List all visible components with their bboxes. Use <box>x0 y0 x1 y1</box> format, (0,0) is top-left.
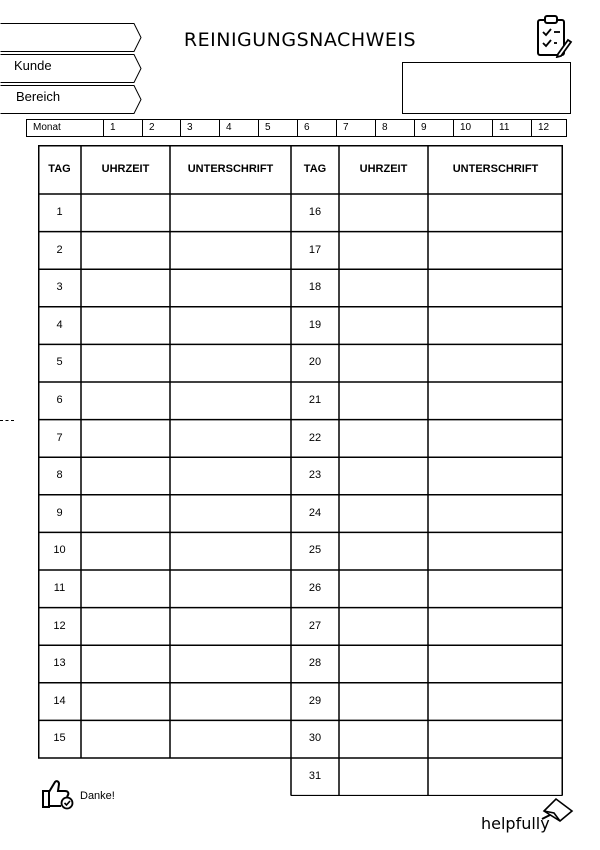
month-cell[interactable]: 9 <box>414 120 453 136</box>
column-header: UHRZEIT <box>101 163 150 175</box>
thanks-text: Danke! <box>80 790 115 802</box>
time-field[interactable] <box>81 420 170 458</box>
signature-field[interactable] <box>170 420 291 458</box>
day-number: 28 <box>308 657 322 670</box>
brand-logo: helpfully <box>481 814 550 833</box>
time-field[interactable] <box>339 457 428 495</box>
signature-field[interactable] <box>428 758 563 796</box>
signature-field[interactable] <box>428 307 563 345</box>
day-number: 9 <box>56 506 63 519</box>
signature-field[interactable] <box>170 532 291 570</box>
month-cell[interactable]: 7 <box>336 120 375 136</box>
time-field[interactable] <box>339 532 428 570</box>
time-field[interactable] <box>81 269 170 307</box>
time-field[interactable] <box>81 307 170 345</box>
day-number: 14 <box>53 694 66 707</box>
time-field[interactable] <box>339 758 428 796</box>
day-number: 22 <box>308 431 322 444</box>
time-field[interactable] <box>81 570 170 608</box>
tab-shape <box>0 23 142 53</box>
signature-field[interactable] <box>428 532 563 570</box>
thumbs-up-check-icon <box>41 778 75 815</box>
time-field[interactable] <box>81 532 170 570</box>
month-cell[interactable]: 6 <box>297 120 336 136</box>
day-number: 17 <box>308 243 322 256</box>
month-row <box>26 119 567 137</box>
time-field[interactable] <box>339 232 428 270</box>
signature-field[interactable] <box>170 608 291 646</box>
signature-field[interactable] <box>428 570 563 608</box>
time-field[interactable] <box>81 232 170 270</box>
signature-field[interactable] <box>428 194 563 232</box>
signature-field[interactable] <box>428 720 563 758</box>
day-number: 27 <box>308 619 322 632</box>
signature-field[interactable] <box>170 269 291 307</box>
month-cell[interactable]: 3 <box>180 120 219 136</box>
tab-blank[interactable] <box>0 23 142 53</box>
tab-kunde[interactable] <box>0 54 142 84</box>
month-cell[interactable]: 4 <box>219 120 258 136</box>
signature-field[interactable] <box>428 382 563 420</box>
time-field[interactable] <box>339 269 428 307</box>
month-cell[interactable]: 8 <box>375 120 414 136</box>
day-number: 13 <box>53 657 66 670</box>
time-field[interactable] <box>81 683 170 721</box>
page-title: REINIGUNGSNACHWEIS <box>183 29 417 51</box>
column-header: TAG <box>303 163 327 175</box>
day-number: 24 <box>308 506 322 519</box>
day-number: 16 <box>308 206 322 218</box>
day-number: 3 <box>56 281 63 294</box>
fold-mark <box>0 420 14 421</box>
month-cell[interactable]: 10 <box>453 120 492 136</box>
paper-plane-icon <box>540 797 574 830</box>
signature-field[interactable] <box>170 720 291 758</box>
time-field[interactable] <box>339 307 428 345</box>
time-field[interactable] <box>81 608 170 646</box>
month-cell[interactable]: 11 <box>492 120 531 136</box>
day-number: 25 <box>308 544 322 557</box>
time-field[interactable] <box>81 194 170 232</box>
day-number: 23 <box>308 469 322 482</box>
signature-field[interactable] <box>170 194 291 232</box>
time-field[interactable] <box>339 608 428 646</box>
signature-field[interactable] <box>170 382 291 420</box>
tab-kunde-label: Kunde <box>14 58 52 73</box>
signature-field[interactable] <box>428 344 563 382</box>
tab-bereich-label: Bereich <box>16 89 61 104</box>
signature-field[interactable] <box>428 608 563 646</box>
signature-field[interactable] <box>170 683 291 721</box>
signature-field[interactable] <box>428 645 563 683</box>
time-field[interactable] <box>81 344 170 382</box>
time-field[interactable] <box>81 382 170 420</box>
day-number: 21 <box>308 394 322 406</box>
month-cell[interactable]: 2 <box>142 120 180 136</box>
month-cell[interactable]: 12 <box>531 120 570 136</box>
month-cell[interactable]: 1 <box>103 120 142 136</box>
day-number: 29 <box>308 694 322 707</box>
signature-field[interactable] <box>170 645 291 683</box>
day-number: 30 <box>308 732 322 745</box>
signature-field[interactable] <box>170 232 291 270</box>
day-number: 20 <box>308 356 322 369</box>
day-number: 11 <box>53 582 66 594</box>
day-number: 19 <box>308 318 322 331</box>
signature-field[interactable] <box>428 232 563 270</box>
time-field[interactable] <box>81 495 170 533</box>
signature-field[interactable] <box>170 570 291 608</box>
day-number: 18 <box>308 281 322 294</box>
day-number: 4 <box>56 318 63 331</box>
time-field[interactable] <box>339 720 428 758</box>
signature-field[interactable] <box>170 344 291 382</box>
time-field[interactable] <box>339 495 428 533</box>
time-field[interactable] <box>339 645 428 683</box>
day-number: 1 <box>56 206 63 218</box>
time-field[interactable] <box>81 457 170 495</box>
signature-field[interactable] <box>170 307 291 345</box>
month-label: Monat <box>33 122 61 133</box>
time-field[interactable] <box>339 570 428 608</box>
column-header: UNTERSCHRIFT <box>187 163 274 175</box>
column-header: UNTERSCHRIFT <box>452 163 539 175</box>
day-number: 31 <box>308 770 322 782</box>
tab-bereich[interactable] <box>0 85 142 115</box>
time-field[interactable] <box>81 720 170 758</box>
column-header: UHRZEIT <box>359 163 408 175</box>
signature-field[interactable] <box>170 495 291 533</box>
day-number: 12 <box>53 619 66 632</box>
day-number: 8 <box>56 469 63 482</box>
day-number: 5 <box>56 356 63 369</box>
column-header: TAG <box>48 163 71 175</box>
day-number: 7 <box>56 431 63 444</box>
day-number: 26 <box>308 582 322 594</box>
time-field[interactable] <box>339 420 428 458</box>
signature-field[interactable] <box>428 420 563 458</box>
time-field[interactable] <box>339 382 428 420</box>
signature-field[interactable] <box>428 683 563 721</box>
month-cell[interactable]: 5 <box>258 120 297 136</box>
cleaning-log-table <box>38 145 563 796</box>
time-field[interactable] <box>339 194 428 232</box>
signature-field[interactable] <box>428 495 563 533</box>
time-field[interactable] <box>339 683 428 721</box>
signature-field[interactable] <box>428 269 563 307</box>
day-number: 2 <box>56 243 63 256</box>
signature-field[interactable] <box>170 457 291 495</box>
clipboard-check-icon <box>535 14 573 63</box>
day-number: 15 <box>53 732 66 745</box>
day-number: 6 <box>56 394 63 406</box>
day-number: 10 <box>53 544 66 557</box>
time-field[interactable] <box>339 344 428 382</box>
notes-box[interactable] <box>402 62 571 114</box>
time-field[interactable] <box>81 645 170 683</box>
signature-field[interactable] <box>428 457 563 495</box>
